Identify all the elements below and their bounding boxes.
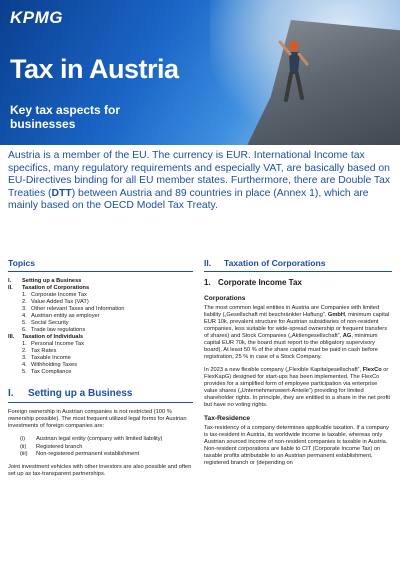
subtopic-num: 1. — [22, 292, 27, 298]
topic-label: Taxation of Corporations — [22, 285, 90, 291]
subtopic-label: Value Added Tax (VAT) — [31, 299, 89, 305]
corp-ag: AG — [342, 333, 352, 339]
flexco-bold: FlexCo — [362, 367, 382, 373]
section1-num: I. — [8, 388, 14, 399]
section2-heading — [204, 258, 392, 272]
section1-heading — [8, 388, 193, 403]
subtopic-label: Austrian entity as employer — [31, 313, 100, 319]
section1-body — [8, 409, 193, 478]
hero-banner — [0, 0, 400, 145]
subtopic-num: 4. — [22, 362, 27, 368]
page-title: Tax in Austria — [10, 54, 179, 84]
subtopic-num: 3. — [22, 306, 27, 312]
subtopic-label: Other relevant Taxes and Information — [31, 306, 125, 312]
subtopic-label: Trade law regulations — [31, 327, 86, 333]
subtopic-item[interactable] — [8, 355, 193, 362]
legal-forms-list — [20, 436, 193, 458]
list-item — [20, 436, 193, 443]
subtopic-num: 5. — [22, 369, 27, 375]
list-text: Austrian legal entity (company with limited liability) — [36, 436, 163, 442]
intro-text-2: ) between Austria and 89 countries in place (Annex 1), which are mainly based on the OECD Model Tax Treaty. — [8, 187, 369, 212]
tax-residence-paragraph: Tax-residency of a company determines applicable taxation. If a company is tax-resident in Austria, its worldwide income is taxable, whereas only Austrian sourced income of non-resident companies is taxable in Austria. Non-resident corporations are liable to CIT (Corporate Income Tax) on taxable profits attributable to an Austrian permanent establishment, registered branch or (depending on — [204, 425, 389, 466]
topic-num: I. — [8, 278, 12, 284]
flexco-text-a: In 2023 a new flexible company („Flexible Kapitalgesellschaft“, — [204, 367, 363, 373]
subtopic-num: 4. — [22, 313, 27, 319]
corporations-heading: Corporations — [204, 295, 246, 302]
topic-num: II. — [8, 285, 13, 291]
subtopic-label: Taxable Income — [31, 355, 71, 361]
subtopic-item[interactable] — [8, 306, 193, 313]
corp-text-c: , minimum capital EUR 10k, prevalent structure for Austrian subsidiaries of non-resident companies, less suitable for wide-spread ownership or frequent transfers of shares) and Stock Companies („Aktiengesellschaft“, — [204, 312, 390, 339]
subtopic-item[interactable] — [8, 369, 193, 376]
intro-paragraph — [8, 150, 392, 213]
list-item — [20, 444, 193, 451]
subtopic-num: 1. — [22, 341, 27, 347]
subtopic-label: Tax Rates — [31, 348, 57, 354]
subtopic-num: 6. — [22, 327, 27, 333]
intro-text-1: Austria is a member of the EU. The currency is EUR. International Income tax specifics, many regulatory requirements and especially VAT, are basically based on EU-Directives binding for all EU member states. Furthermore, there are Double Tax Treaties ( — [8, 150, 391, 199]
subtopic-item[interactable] — [8, 327, 193, 334]
left-column — [8, 258, 193, 484]
subtopic-label: Withholding Taxes — [31, 362, 78, 368]
subtopic-item[interactable] — [8, 320, 193, 327]
corp-gmbh: GmbH — [327, 312, 345, 318]
section2-title: Taxation of Corporations — [224, 258, 326, 268]
list-num: (i) — [20, 436, 26, 442]
topic-num: III. — [8, 334, 15, 340]
corp-text-a: The most common legal entities in Austria are Companies with limited liability („Gesellschaft mit beschränkter Haftung“, — [204, 305, 380, 318]
section1-paragraph-1: Foreign ownership in Austrian companies is not restricted (100 % ownership possible). The most frequent utilized legal forms for Austrian investments of foreign companies are: — [8, 409, 187, 429]
subtopic-item[interactable] — [8, 313, 193, 320]
corp-text-d: , minimum capital EUR 70k, the board must report to the obligatory supervisory board). At least 50 % of the share capital must be paid in cash before registration, 25 % in case of a Stock Company. — [204, 333, 378, 360]
cit-heading — [204, 278, 392, 287]
corporations-paragraph — [204, 305, 392, 361]
subtopic-item[interactable] — [8, 348, 193, 355]
subtopic-label: Corporate Income Tax — [31, 292, 87, 298]
right-column — [204, 258, 392, 473]
topics-heading: Topics — [8, 258, 193, 272]
section1-paragraph-2: Joint investment vehicles with other investors are also possible and often set up as tax-transparent partnerships. — [8, 464, 192, 477]
page-subtitle: Key tax aspects for businesses — [10, 103, 121, 131]
section2-num: II. — [204, 258, 212, 268]
subtopic-item[interactable] — [8, 299, 193, 306]
subtopic-item[interactable] — [8, 292, 193, 299]
list-text: Registered branch — [36, 443, 83, 450]
intro-dtt: DTT — [51, 187, 72, 199]
list-item — [20, 451, 193, 458]
flexco-paragraph — [204, 367, 392, 409]
subtopic-item[interactable] — [8, 341, 193, 348]
subtopic-label: Tax Compliance — [31, 369, 72, 375]
subtopic-label: Social Security — [31, 320, 69, 326]
topic-label: Setting up a Business — [22, 278, 82, 284]
topic-item[interactable] — [8, 334, 193, 341]
kpmg-logo: KPMG — [10, 8, 63, 27]
subtopic-label: Personal Income Tax — [31, 341, 85, 347]
subtopic-num: 5. — [22, 320, 27, 326]
flexco-text-c: or FlexKapG) designed for start-ups has been implemented. The FlexCo provides for a simplified form of employee participation via enterprise value shares („Unternehmenswert-Anteile“) providing for limited shareholder rights. In principle, they are entitled to a share in the net profit but have no voting rights. — [204, 367, 390, 408]
subtopic-item[interactable] — [8, 362, 193, 369]
topics-list — [8, 278, 193, 376]
section1-title: Setting up a Business — [28, 388, 133, 399]
tax-residence-heading: Tax-Residence — [204, 415, 251, 422]
subtopic-num: 2. — [22, 299, 27, 305]
cit-title: Corporate Income Tax — [218, 278, 302, 287]
list-num: (iii) — [20, 451, 28, 457]
topic-label: Taxation of Individuals — [22, 334, 84, 340]
climber-image — [276, 38, 310, 108]
subtopic-num: 2. — [22, 348, 27, 354]
subtopic-num: 3. — [22, 355, 27, 361]
list-text: Non-registered permanent establishment — [36, 451, 140, 457]
cit-num: 1. — [204, 278, 211, 287]
topic-item[interactable] — [8, 278, 193, 285]
section2-body — [204, 295, 392, 467]
list-num: (ii) — [20, 443, 27, 450]
topic-item[interactable] — [8, 285, 193, 292]
